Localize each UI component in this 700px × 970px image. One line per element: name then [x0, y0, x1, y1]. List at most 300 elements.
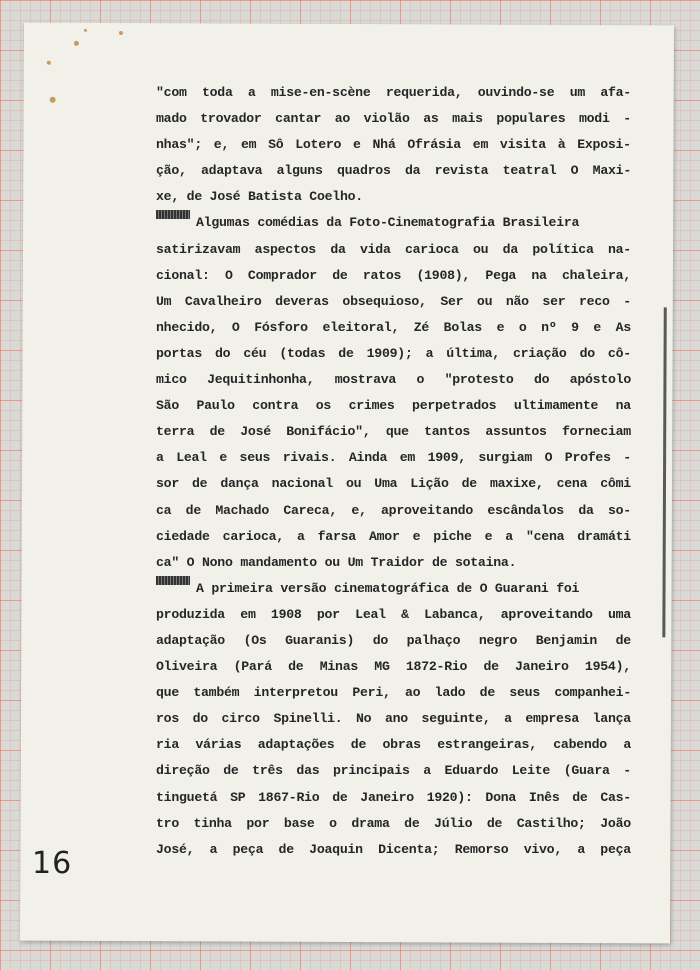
word: ca [156, 502, 172, 518]
text-line [156, 498, 631, 524]
word: mico [156, 372, 187, 388]
word: estrangeiras, [437, 737, 537, 753]
text-line [156, 289, 631, 315]
word: lança [592, 711, 631, 727]
word: (todas [279, 345, 326, 361]
word: e [219, 450, 228, 466]
word: "cena [525, 528, 565, 544]
word: aspectos [254, 241, 316, 257]
word: ano [384, 711, 408, 727]
word: as [423, 111, 439, 127]
word: Peri, [352, 685, 391, 701]
word: mais [452, 111, 483, 127]
word: da [326, 215, 350, 231]
word: cional: [156, 267, 210, 283]
word: ca" [156, 554, 187, 570]
word: nhas"; [156, 137, 202, 153]
word: No [356, 711, 372, 727]
word: "com [156, 85, 187, 100]
word: ouvindo-se [477, 85, 555, 100]
word: modi [578, 111, 610, 127]
word: três [252, 763, 283, 779]
word: dança [220, 476, 259, 492]
word: negro [478, 632, 518, 648]
word: na [615, 398, 631, 414]
word: so- [607, 502, 631, 518]
word: São [156, 398, 179, 414]
word: contra [252, 398, 299, 414]
text-line [156, 785, 631, 811]
word: versão [280, 580, 334, 596]
word: a [423, 763, 431, 779]
text-line [156, 341, 631, 367]
word: rivais. [282, 450, 337, 466]
word: Guarani [494, 580, 557, 596]
text-line [156, 393, 631, 419]
word: ao [405, 685, 421, 701]
word: do [372, 632, 389, 648]
word: Profes [564, 450, 611, 466]
word: o [416, 372, 425, 388]
word: Eduardo [444, 763, 499, 779]
word: Foto-Cinematografia [349, 215, 503, 231]
word: cabendo [553, 737, 607, 753]
word: surgiam [478, 450, 533, 466]
word: Jequitinhonha, [207, 372, 315, 388]
word: João [600, 815, 631, 831]
word: e, [351, 502, 367, 518]
word: (Pará [233, 659, 272, 675]
word: ção, [156, 163, 187, 179]
word: - [623, 293, 631, 309]
word: de [486, 815, 503, 831]
word: do [533, 372, 550, 388]
word: terra [156, 424, 195, 440]
word: farsa [317, 528, 356, 544]
word: e [496, 319, 505, 335]
word: ao [334, 111, 351, 127]
word: visita [499, 137, 546, 153]
typed-text [156, 80, 631, 863]
word: cantar [275, 111, 322, 127]
word: à [557, 137, 566, 153]
word: da [330, 241, 346, 257]
word: ros [156, 711, 179, 727]
word: adaptação [156, 632, 225, 648]
word: apóstolo [569, 372, 631, 388]
word: do [214, 345, 231, 361]
word: Dona [485, 789, 517, 805]
word: Algumas [196, 215, 258, 231]
word: e [484, 528, 493, 544]
word: vivo, [523, 841, 563, 857]
word: em [399, 450, 416, 466]
word: Júlio [434, 815, 473, 831]
word: portas [156, 345, 202, 361]
word: sor [156, 476, 179, 492]
rust-spot [119, 31, 123, 35]
rust-spot [47, 61, 51, 65]
word: de [461, 476, 477, 492]
word: Ofrásia [407, 137, 461, 153]
struck-out-mark [156, 210, 190, 219]
word: cô- [607, 345, 631, 361]
text-line [156, 367, 631, 393]
word: empresa [525, 711, 580, 727]
word: foi [556, 580, 580, 596]
word: 1872-Rio [405, 659, 468, 675]
word: alguns [276, 163, 323, 179]
word: de [404, 815, 420, 831]
word: e [412, 528, 421, 544]
text-line [156, 602, 631, 628]
text-line [156, 106, 631, 132]
word: de [192, 476, 208, 492]
word: a [209, 841, 218, 857]
word: eleitoral, [322, 319, 400, 335]
word: piche [433, 528, 472, 544]
text-line [156, 628, 631, 654]
word: comédias [257, 215, 327, 231]
text-line [156, 811, 631, 837]
word: nhecido, [156, 319, 218, 335]
word: base [283, 815, 315, 831]
word: Oliveira [156, 659, 218, 675]
word: & [401, 606, 409, 622]
word: Cavalheiro [184, 293, 262, 309]
word: Lição [410, 476, 449, 492]
word: que [156, 685, 179, 701]
word: ser [542, 293, 566, 309]
word: por [316, 606, 340, 622]
word: Bolas [443, 319, 482, 335]
word: Remorso [454, 841, 509, 857]
text-line [156, 263, 631, 289]
word: - [623, 450, 631, 466]
word: tinguetá [156, 789, 218, 805]
word: obsequioso, [342, 293, 427, 309]
word: Zé [413, 319, 430, 335]
word: Benjamin [535, 632, 598, 648]
word: Janeiro [360, 789, 414, 805]
word: principais [333, 763, 410, 779]
word: revista [434, 163, 489, 179]
word: chaleira, [561, 267, 631, 283]
word: direção [156, 763, 210, 779]
word: Lotero [295, 137, 342, 153]
word: várias [195, 737, 242, 753]
text-line [156, 184, 631, 210]
word: e [353, 137, 361, 153]
word: O [186, 554, 202, 570]
word: também [193, 685, 240, 701]
word: Machado [215, 502, 269, 518]
word: cena [556, 476, 588, 492]
word: Comprador [247, 267, 317, 283]
word: peça [600, 841, 631, 857]
word: ou [476, 293, 493, 309]
word: adaptações [257, 737, 335, 753]
word: satirizavam [156, 241, 241, 257]
word: mandamento [240, 554, 325, 570]
word: última, [446, 345, 500, 361]
word: "protesto [444, 372, 514, 388]
word: Leal [176, 450, 207, 466]
word: José [209, 189, 248, 205]
word: Cas- [600, 789, 631, 805]
word: SP [230, 789, 246, 805]
word: vida [359, 241, 391, 257]
word: Leite [511, 763, 551, 779]
word: Ainda [348, 450, 388, 466]
word: ultimamente [513, 398, 599, 414]
word: de [223, 763, 239, 779]
word: O [570, 163, 579, 179]
word: José [240, 424, 271, 440]
word: (Os [243, 632, 267, 648]
word: - [623, 763, 631, 779]
word: ciedade [156, 528, 210, 544]
word: Bonifácio", [286, 424, 371, 440]
word: populares [496, 111, 566, 127]
word: escândalos [487, 502, 564, 518]
word: em [472, 137, 489, 153]
word: do [579, 345, 595, 361]
text-line [156, 419, 631, 445]
word: de [278, 841, 294, 857]
text-line [156, 706, 631, 732]
word: (Guara [563, 763, 610, 779]
word: O [479, 580, 495, 596]
word: José, [156, 841, 195, 857]
text-line [156, 315, 631, 341]
word: carioca [404, 241, 459, 257]
word: de [350, 737, 367, 753]
word: afa- [600, 85, 631, 100]
word: de [479, 685, 495, 701]
word: mostrava [334, 372, 397, 388]
word: a [247, 85, 256, 100]
word: tantos [424, 424, 471, 440]
word: companhei- [554, 685, 631, 701]
word: e [593, 319, 602, 335]
word: 1954), [584, 659, 631, 675]
word: ou [472, 241, 489, 257]
rust-spot [84, 29, 87, 32]
word: crimes [348, 398, 395, 414]
word: 9 [571, 319, 579, 335]
word: não [505, 293, 529, 309]
text-line [156, 445, 631, 471]
word: nº [541, 319, 557, 335]
word: ou [324, 554, 348, 570]
word: Batista [247, 189, 310, 205]
word: aproveitando [381, 502, 473, 518]
word: forneciam [562, 424, 631, 440]
word: da [502, 241, 518, 257]
word: aproveitando [500, 606, 593, 622]
word: Um [156, 293, 172, 309]
word: Minas [319, 659, 359, 675]
word: - [623, 111, 631, 127]
word: 1908 [270, 606, 302, 622]
text-line [156, 758, 631, 784]
rust-spot [50, 97, 56, 103]
word: Paulo [196, 398, 235, 414]
text-line [156, 210, 631, 236]
word: Leal [355, 606, 386, 622]
word: de [572, 789, 588, 805]
word: das [296, 763, 320, 779]
text-line [156, 471, 631, 497]
text-line [156, 837, 631, 863]
word: criação [512, 345, 567, 361]
word: da [578, 502, 594, 518]
word: na- [607, 241, 631, 257]
word: de [615, 632, 631, 648]
word: toda [201, 85, 233, 100]
word: seus [239, 450, 271, 466]
word: sotaina. [454, 554, 517, 570]
word: Joaquin [309, 841, 363, 857]
word: de [332, 267, 348, 283]
word: a [425, 345, 434, 361]
word: em [240, 137, 257, 153]
word: um [569, 85, 586, 100]
text-line [156, 732, 631, 758]
word: seguinte, [421, 711, 491, 727]
word: mado [156, 111, 187, 127]
word: que [385, 424, 409, 440]
word: (1908), [416, 267, 471, 283]
word: MG [374, 659, 390, 675]
word: ratos [362, 267, 402, 283]
word: Coelho. [309, 189, 363, 205]
word: Uma [374, 476, 398, 492]
word: O [224, 267, 233, 283]
word: Labanca, [424, 606, 486, 622]
word: violão [363, 111, 410, 127]
word: quadros [336, 163, 391, 179]
text-line [156, 524, 631, 550]
word: céu [243, 345, 267, 361]
word: política [532, 241, 594, 257]
word: 1909, [427, 450, 466, 466]
word: deveras [275, 293, 329, 309]
word: O [544, 450, 553, 466]
word: de [456, 580, 480, 596]
word: primeira [211, 580, 281, 596]
margin-mark [662, 307, 666, 637]
word: Inês [528, 789, 560, 805]
word: Careca, [283, 502, 337, 518]
word: a [505, 528, 513, 544]
word: Castilho; [516, 815, 586, 831]
word: Um [347, 554, 371, 570]
word: os [315, 398, 332, 414]
word: maxixe, [489, 476, 544, 492]
text-line [156, 237, 631, 263]
word: o [329, 815, 337, 831]
struck-out-mark [156, 576, 190, 585]
word: interpretou [253, 685, 338, 701]
word: circo [221, 711, 260, 727]
word: de [186, 189, 210, 205]
word: da [404, 163, 421, 179]
word: perpetrados [412, 398, 497, 414]
word: de [209, 424, 225, 440]
word: a [504, 711, 512, 727]
word: palhaço [406, 632, 461, 648]
word: mise-en-scène [270, 85, 371, 100]
word: 1909); [366, 345, 413, 361]
word: Nhá [372, 137, 396, 153]
word: Guaranis) [285, 632, 355, 648]
text-line [156, 550, 631, 576]
word: dramáti [577, 528, 631, 544]
word: a [577, 841, 585, 857]
word: de [483, 659, 499, 675]
word: tinha [193, 815, 232, 831]
word: em [240, 606, 256, 622]
rust-spot [74, 41, 79, 46]
word: Janeiro [515, 659, 569, 675]
text-line [156, 80, 631, 106]
word: teatral [502, 163, 557, 179]
word: e, [213, 137, 230, 153]
word: A [196, 580, 212, 596]
word: Traidor [370, 554, 432, 570]
word: Sô [268, 137, 284, 153]
word: As [615, 319, 631, 335]
word: cinematográfica [333, 580, 457, 596]
word: de [185, 502, 201, 518]
word: cômi [600, 476, 631, 492]
word: Maxi- [592, 163, 631, 179]
word: Exposi- [577, 137, 631, 153]
word: peça [232, 841, 264, 857]
word: de [431, 554, 455, 570]
word: Ser [440, 293, 464, 309]
word: 1867-Rio [258, 789, 320, 805]
word: O [231, 319, 240, 335]
word: Brasileira [502, 215, 580, 231]
word: o [518, 319, 527, 335]
word: assuntos [485, 424, 547, 440]
word: por [246, 815, 270, 831]
word: nacional [271, 476, 333, 492]
word: Spinelli. [273, 711, 343, 727]
text-line [156, 576, 631, 602]
word: ou [345, 476, 362, 492]
text-line [156, 132, 631, 158]
page-number: 16 [32, 846, 73, 881]
word: drama [351, 815, 390, 831]
word: obras [382, 737, 421, 753]
word: 1920): [426, 789, 473, 805]
word: a [296, 528, 305, 544]
word: trovador [200, 111, 262, 127]
text-line [156, 654, 631, 680]
word: de [332, 789, 348, 805]
word: Amor [368, 528, 400, 544]
word: lado [434, 685, 466, 701]
word: tro [156, 815, 179, 831]
word: adaptava [201, 163, 263, 179]
text-line [156, 680, 631, 706]
word: ria [156, 737, 179, 753]
word: a [156, 450, 164, 466]
